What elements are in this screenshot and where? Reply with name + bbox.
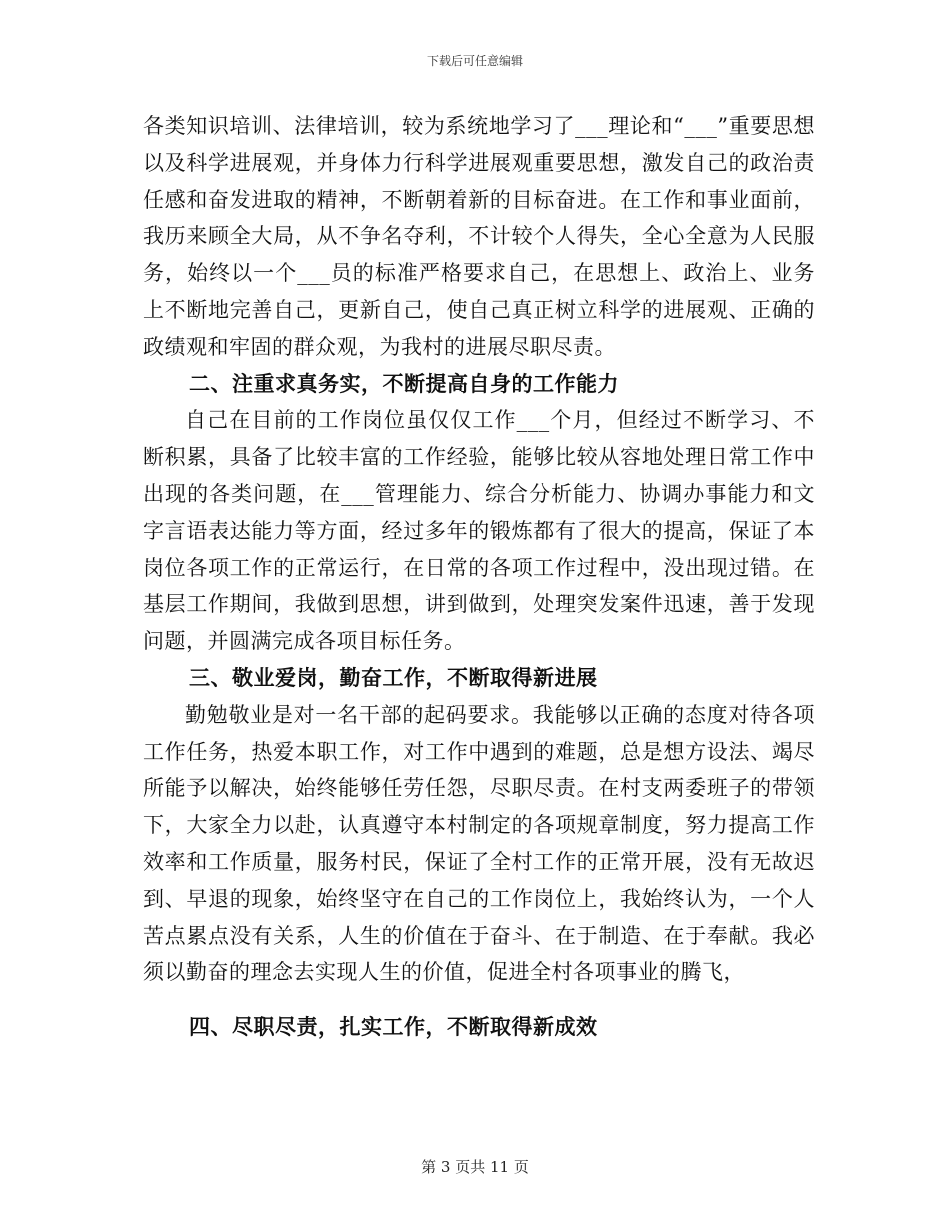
document-body <box>143 108 815 1046</box>
page-header: 下载后可任意编辑 <box>426 54 523 68</box>
section-heading-3: 三、敬业爱岗，勤奋工作，不断取得新进展 <box>189 664 598 690</box>
paragraph-dedication: 勤勉敬业是对一名干部的起码要求。我能够以正确的态度对待各项工作任务，热爱本职工作，对工作中遇到的难题，总是想方设法、竭尽所能予以解决，始终能够任劳任怨，尽职尽责。在村支两委班子的带领下，大家全力以赴，认真遵守本村制定的各项规章制度，努力提高工作效率和工作质量，服务村民，保证了全村工作的正常开展，没有无故迟到、早退的现象，始终坚守在自己的工作岗位上，我始终认为，一个人苦点累点没有关系，人生的价值在于奋斗、在于制造、在于奉献。我必须以勤奋的理念去实现人生的价值，促进全村各项事业的腾飞， <box>143 702 815 985</box>
section-heading-2: 二、注重求真务实，不断提高自身的工作能力 <box>189 370 619 396</box>
page-footer: 第 3 页共 11 页 <box>421 1158 529 1176</box>
paragraph-continued: 各类知识培训、法律培训，较为系统地学习了___理论和“___”重要思想以及科学进展观，并身体力行科学进展观重要思想，激发自己的政治责任感和奋发进取的精神，不断朝着新的目标奋进。在工作和事业面前，我历来顾全大局，从不争名夺利，不计较个人得失，全心全意为人民服务，始终以一个___员的标准严格要求自己，在思想上、政治上、业务上不断地完善自己，更新自己，使自己真正树立科学的进展观、正确的政绩观和牢固的群众观，为我村的进展尽职尽责。 <box>143 114 815 359</box>
paragraph-work-ability: 自己在目前的工作岗位虽仅仅工作___个月，但经过不断学习、不断积累，具备了比较丰富的工作经验，能够比较从容地处理日常工作中出现的各类问题，在___管理能力、综合分析能力、协调办事能力和文字言语表达能力等方面，经过多年的锻炼都有了很大的提高，保证了本岗位各项工作的正常运行，在日常的各项工作过程中，没出现过错。在基层工作期间，我做到思想，讲到做到，处理突发案件迅速，善于发现问题，并圆满完成各项目标任务。 <box>143 408 815 654</box>
section-heading-4: 四、尽职尽责，扎实工作，不断取得新成效 <box>189 1014 598 1040</box>
